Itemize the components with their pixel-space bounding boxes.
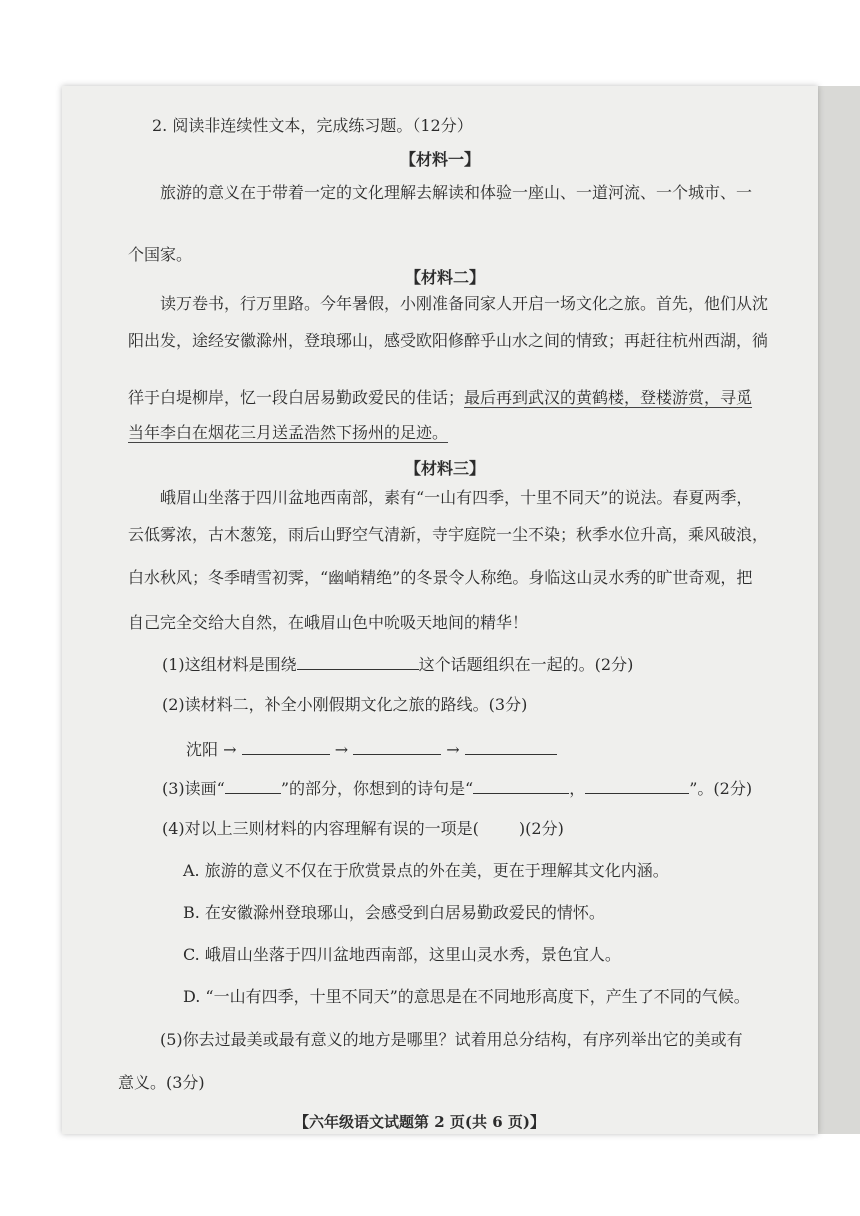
material-2-line-2: 阳出发，途经安徽滁州，登琅琊山，感受欧阳修醉乎山水之间的情致；再赶往杭州西湖，徜 [128, 331, 769, 350]
material-3-line-2: 云低雾浓，古木葱笼，雨后山野空气清新，寺宇庭院一尘不染；秋季水位升高，乘风破浪， [128, 525, 769, 544]
subquestion-2: (2)读材料二，补全小刚假期文化之旅的路线。(3分) [162, 695, 528, 714]
material-3-line-4: 自己完全交给大自然，在峨眉山色中吮吸天地间的精华！ [128, 613, 529, 632]
q3-comma: ， [569, 779, 586, 798]
material-1-line-2: 个国家。 [128, 245, 193, 264]
material-2-heading: 【材料二】 [405, 268, 486, 287]
page-footer: 【六年级语文试题第 2 页(共 6 页)】 [294, 1113, 545, 1131]
q1-answer-blank[interactable] [297, 655, 419, 670]
route-arrow-2: → [446, 740, 460, 759]
material-2-line-3-plain: 徉于白堤柳岸，忆一段白居易勤政爱民的佳话； [128, 388, 465, 407]
subquestion-4 [162, 816, 564, 839]
route-start: 沈阳 → [186, 740, 237, 759]
subquestion-5-line-2: 意义。(3分) [118, 1073, 205, 1092]
q1-text-after: 这个话题组织在一起的。(2分) [418, 655, 634, 674]
subquestion-3 [162, 776, 752, 799]
material-1-line-1: 旅游的意义在于带着一定的文化理解去解读和体验一座山、一道河流、一个城市、一 [160, 183, 753, 202]
material-3-heading: 【材料三】 [405, 459, 486, 478]
route-line [186, 737, 557, 760]
q3-text-a: (3)读画“ [162, 779, 225, 798]
subquestion-5-line-1: (5)你去过最美或最有意义的地方是哪里？试着用总分结构，有序列举出它的美或有 [160, 1030, 743, 1049]
question-title: 2. 阅读非连续性文本，完成练习题。（12分） [152, 116, 473, 135]
q3-poem-blank-2[interactable] [585, 779, 689, 794]
option-c: C. 峨眉山坐落于四川盆地西南部，这里山灵水秀，景色宜人。 [183, 945, 621, 964]
option-b: B. 在安徽滁州登琅琊山，会感受到白居易勤政爱民的情怀。 [183, 903, 605, 922]
route-blank-1[interactable] [242, 740, 330, 755]
route-blank-2[interactable] [353, 740, 441, 755]
material-2-line-1: 读万卷书，行万里路。今年暑假，小刚准备同家人开启一场文化之旅。首先，他们从沈 [160, 294, 769, 313]
option-d: D. “一山有四季，十里不同天”的意思是在不同地形高度下，产生了不同的气候。 [183, 987, 750, 1006]
material-3-line-1: 峨眉山坐落于四川盆地西南部，素有“一山有四季，十里不同天”的说法。春夏两季， [160, 488, 753, 507]
q4-text-after: )(2分) [518, 819, 564, 838]
material-2-line-3 [128, 385, 752, 408]
subquestion-1 [162, 652, 633, 675]
q3-text-b: ”的部分，你想到的诗句是“ [280, 779, 474, 798]
q3-poem-blank-1[interactable] [473, 779, 569, 794]
material-2-underlined-part-2: 当年李白在烟花三月送孟浩然下扬州的足迹。 [128, 423, 449, 442]
material-2-underlined-part-1: 最后再到武汉的黄鹤楼，登楼游赏，寻觅 [464, 388, 753, 407]
q3-mark-blank[interactable] [225, 779, 281, 794]
option-a: A. 旅游的意义不仅在于欣赏景点的外在美，更在于理解其文化内涵。 [183, 861, 669, 880]
q1-text-before: (1)这组材料是围绕 [162, 655, 297, 674]
route-blank-3[interactable] [465, 740, 557, 755]
material-1-heading: 【材料一】 [400, 150, 481, 169]
q3-text-c: ”。(2分) [689, 779, 753, 798]
q4-text-before: (4)对以上三则材料的内容理解有误的一项是( [162, 819, 479, 838]
material-3-line-3: 白水秋风；冬季晴雪初霁，“幽峭精绝”的冬景令人称绝。身临这山灵水秀的旷世奇观，把 [128, 568, 753, 587]
route-arrow-1: → [334, 740, 349, 759]
